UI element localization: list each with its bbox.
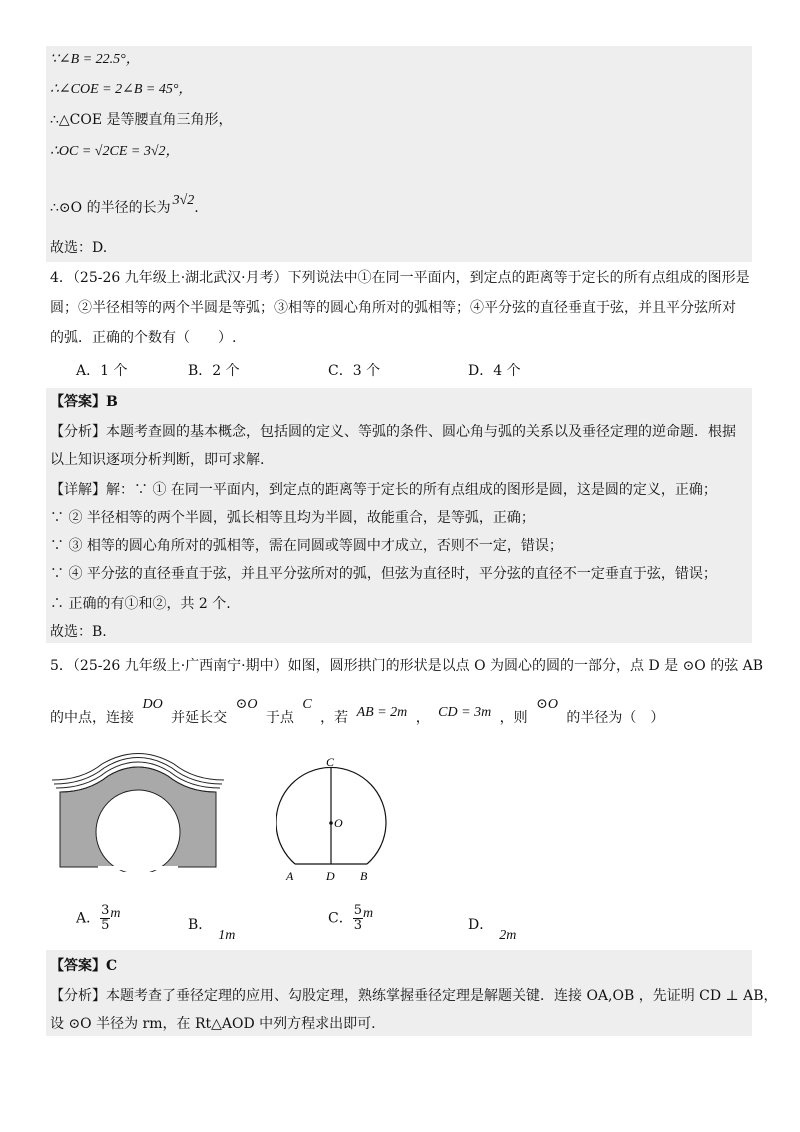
q5-answer: 【答案】C	[50, 958, 118, 974]
q5-stem-line-2	[50, 697, 665, 729]
q5-ab-length: AB = 2m	[356, 705, 408, 720]
q3-radius-value: 3√2	[172, 193, 195, 208]
q5-point-c: C	[302, 697, 312, 712]
q5-option-a	[76, 904, 121, 933]
q5-option-c-numerator: 5	[353, 903, 362, 918]
q4-answer: 【答案】B	[50, 394, 118, 410]
q3-line-5-text: ∴⊙O 的半径的长为	[50, 200, 171, 216]
q5-option-c-unit: m	[363, 905, 374, 921]
label-o: O	[334, 816, 343, 830]
q4-analysis-1: 【分析】本题考查圆的基本概念，包括圆的定义、等弧的条件、圆心角与弧的关系以及垂径定理的逆命题．根据	[50, 424, 736, 440]
arch-gate-figure	[48, 752, 228, 872]
q5-cd-length: CD = 3m	[438, 705, 492, 720]
q5-analysis-1: 【分析】本题考查了垂径定理的应用、勾股定理，熟练掌握垂径定理是解题关键．连接 OA,OB ，先证明 CD ⊥ AB，	[50, 988, 778, 1004]
q5-segment-do: DO	[142, 697, 163, 712]
q4-detail-2: ∵ ② 半径相等的两个半圆，弧长相等且均为半圆，故能重合，是等弧，正确；	[50, 510, 535, 526]
q5-option-d-value: 2m	[499, 928, 517, 943]
q4-stem-line-1: 4．（25-26 九年级上·湖北武汉·月考）下列说法中①在同一平面内，到定点的距离等于定长的所有点组成的图形是	[50, 270, 750, 286]
label-a: A	[286, 869, 294, 883]
q3-line-4: ∴OC = √2CE = 3√2，	[50, 144, 180, 159]
q5-option-a-denominator: 5	[101, 918, 110, 933]
q4-option-c: C．3 个	[328, 363, 381, 379]
q5-text: 的中点，连接	[50, 710, 134, 726]
q5-option-d-prefix: D．	[468, 917, 494, 933]
q4-detail-3: ∵ ③ 相等的圆心角所对的弧相等，需在同圆或等圆中才成立，否则不一定，错误；	[50, 538, 563, 554]
q4-option-a: A．1 个	[76, 363, 128, 379]
q5-stem-line-1: 5．（25-26 九年级上·广西南宁·期中）如图，圆形拱门的形状是以点 O 为圆心的圆的一部分，点 D 是 ⊙O 的弦 AB	[50, 658, 764, 674]
q4-detail-5: ∴ 正确的有①和②，共 2 个.	[50, 596, 231, 612]
q5-circle-o: ⊙O	[536, 697, 558, 712]
q5-option-b	[188, 914, 236, 943]
q5-text: ，则	[499, 710, 528, 726]
q5-option-a-unit: m	[110, 905, 121, 921]
q4-analysis-2: 以上知识逐项分析判断，即可求解.	[50, 452, 265, 468]
q5-text: ，	[415, 710, 430, 726]
q3-period: .	[194, 200, 199, 216]
q4-choose: 故选：B.	[50, 624, 107, 640]
q5-option-b-value: 1m	[218, 928, 236, 943]
q5-option-d	[468, 914, 517, 943]
q4-detail-1: 【详解】解：∵ ① 在同一平面内，到定点的距离等于定长的所有点组成的图形是圆，这是圆的定义，正确；	[50, 482, 717, 498]
q3-line-5	[50, 193, 199, 219]
q5-option-c-denominator: 3	[353, 918, 362, 933]
q5-text: 于点	[265, 710, 294, 726]
q5-option-a-prefix: A．	[76, 910, 101, 927]
q5-text: 并延长交	[171, 710, 228, 726]
q5-text: ，若	[320, 710, 349, 726]
label-b: B	[360, 869, 368, 883]
q4-option-b: B．2 个	[188, 363, 240, 379]
q5-analysis-2: 设 ⊙O 半径为 rm，在 Rt△AOD 中列方程求出即可.	[50, 1016, 376, 1032]
q5-option-c-prefix: C．	[328, 910, 353, 927]
q5-option-c	[328, 904, 373, 933]
q3-line-1: ∵∠B = 22.5°，	[50, 52, 140, 67]
q4-option-d: D．4 个	[468, 363, 521, 379]
q4-stem-line-2: 圆；②半径相等的两个半圆是等弧；③相等的圆心角所对的弧相等；④平分弦的直径垂直于弦，并且平分弦所对	[50, 300, 736, 316]
q3-choose: 故选：D.	[50, 240, 108, 256]
label-d: D	[326, 869, 335, 883]
q5-option-b-prefix: B．	[188, 917, 213, 933]
q4-detail-4: ∵ ④ 平分弦的直径垂直于弦，并且平分弦所对的弧，但弦为直径时，平分弦的直径不一定垂直于弦，错误；	[50, 566, 717, 582]
label-c: C	[326, 756, 335, 769]
q5-circle-o: ⊙O	[235, 697, 258, 712]
center-point-o	[329, 821, 333, 825]
q5-option-a-numerator: 3	[101, 903, 110, 918]
q3-line-3: ∴△COE 是等腰直角三角形，	[50, 112, 233, 128]
circle-geometry-figure	[276, 756, 416, 886]
q4-stem-line-3: 的弧．正确的个数有（ ）.	[50, 330, 237, 346]
q5-text: 的半径为（ ）	[566, 710, 665, 726]
q3-line-2: ∴∠COE = 2∠B = 45°，	[50, 82, 193, 97]
